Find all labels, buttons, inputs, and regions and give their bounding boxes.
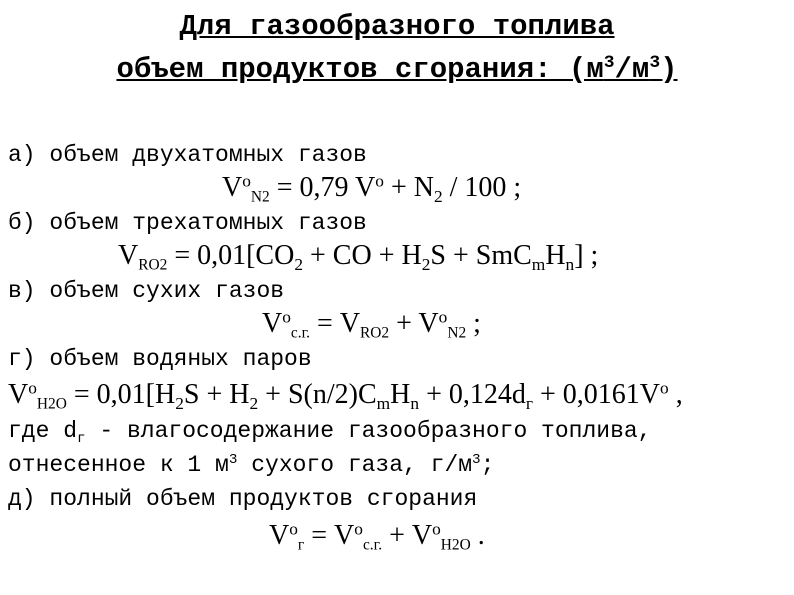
- formula-sub: г: [525, 394, 533, 414]
- formula-sup: o: [289, 519, 298, 539]
- formula-sub: 2: [249, 394, 259, 414]
- formula-text: H: [390, 379, 411, 410]
- title-sup: 3: [603, 53, 615, 74]
- note-sup: 3: [228, 452, 238, 469]
- title-text: /м: [614, 53, 650, 86]
- formula-sub: 2: [433, 187, 443, 207]
- formula-sup: o: [375, 171, 384, 191]
- formula-sub: с.г.: [362, 536, 383, 554]
- formula-sub: n: [565, 255, 575, 275]
- formula-text: = V: [304, 520, 355, 551]
- formula-text: ] ;: [574, 240, 599, 271]
- formula-sub: 2: [294, 255, 304, 275]
- note-text: где d: [8, 418, 78, 444]
- formula-sub: m: [531, 255, 546, 275]
- formula-sub: N2: [250, 188, 270, 206]
- formula-text: + V: [389, 308, 439, 339]
- title-text: ): [660, 53, 678, 86]
- formula-text: + N: [383, 172, 434, 203]
- formula-sub: 2: [175, 394, 184, 414]
- formula-text: V: [8, 379, 29, 410]
- formula-text: + CO + H: [303, 240, 422, 271]
- formula-sub: г: [297, 536, 305, 554]
- formula-text: H: [545, 240, 566, 271]
- note-sup: 3: [472, 452, 481, 469]
- formula-sup: o: [438, 307, 448, 327]
- formula-text: V: [262, 308, 283, 339]
- note-text: ;: [480, 452, 495, 478]
- formula-text: + 0,124d: [419, 379, 526, 410]
- formula-text: .: [470, 520, 485, 551]
- formula-text: = 0,79 V: [269, 172, 376, 203]
- note-text: отнесенное к 1 м: [8, 452, 229, 478]
- formula-5: [269, 519, 485, 554]
- note-sub: г: [77, 430, 86, 447]
- note-line-2: [8, 454, 494, 477]
- formula-4: [8, 378, 683, 414]
- formula-sub: H2O: [36, 395, 67, 413]
- formula-sup: o: [660, 378, 669, 398]
- formula-sub: H2O: [440, 536, 471, 554]
- note-text: - влагосодержание газообразного топлива,: [85, 418, 652, 444]
- formula-sub: RO2: [360, 324, 390, 342]
- formula-sub: 2: [421, 255, 431, 275]
- formula-text: = 0,01[H: [66, 379, 176, 410]
- formula-3: [262, 307, 481, 342]
- title-line-2: [0, 55, 794, 84]
- formula-text: + 0,0161V: [533, 379, 661, 410]
- formula-text: ,: [668, 379, 683, 410]
- note-line-1: [8, 418, 652, 447]
- formula-sub: m: [376, 394, 391, 414]
- formula-text: = V: [310, 308, 361, 339]
- formula-text: S + H: [183, 379, 250, 410]
- formula-text: V: [222, 172, 243, 203]
- formula-2: [118, 240, 599, 275]
- formula-text: ;: [466, 308, 481, 339]
- formula-text: V: [269, 520, 290, 551]
- formula-text: + V: [382, 520, 433, 551]
- formula-text: + S(n/2)C: [258, 379, 377, 410]
- item-b-label: б) объем трехатомных газов: [8, 210, 367, 236]
- formula-sub: RO2: [138, 256, 168, 274]
- formula-sub: N2: [447, 324, 467, 342]
- formula-sub: n: [410, 394, 420, 414]
- formula-sup: o: [28, 378, 37, 398]
- formula-1: [222, 171, 522, 207]
- item-g-label: г) объем водяных паров: [8, 346, 312, 372]
- formula-text: S + SmC: [430, 240, 532, 271]
- title-sup: 3: [649, 53, 661, 74]
- item-v-label: в) объем сухих газов: [8, 278, 285, 304]
- formula-sup: o: [242, 171, 251, 191]
- formula-sub: с.г.: [290, 324, 311, 342]
- formula-sup: o: [282, 307, 291, 327]
- item-d-label: д) полный объем продуктов сгорания: [8, 486, 478, 512]
- title-line-1: Для газообразного топлива: [179, 10, 615, 43]
- formula-text: V: [118, 240, 139, 271]
- item-a-label: а) объем двухатомных газов: [8, 142, 367, 168]
- formula-sup: o: [432, 519, 441, 539]
- note-text: сухого газа, г/м: [237, 452, 473, 478]
- formula-sup: o: [354, 519, 363, 539]
- title-text: объем продуктов сгорания: (м: [116, 53, 604, 86]
- formula-text: = 0,01[CO: [167, 240, 295, 271]
- formula-text: / 100 ;: [442, 172, 522, 203]
